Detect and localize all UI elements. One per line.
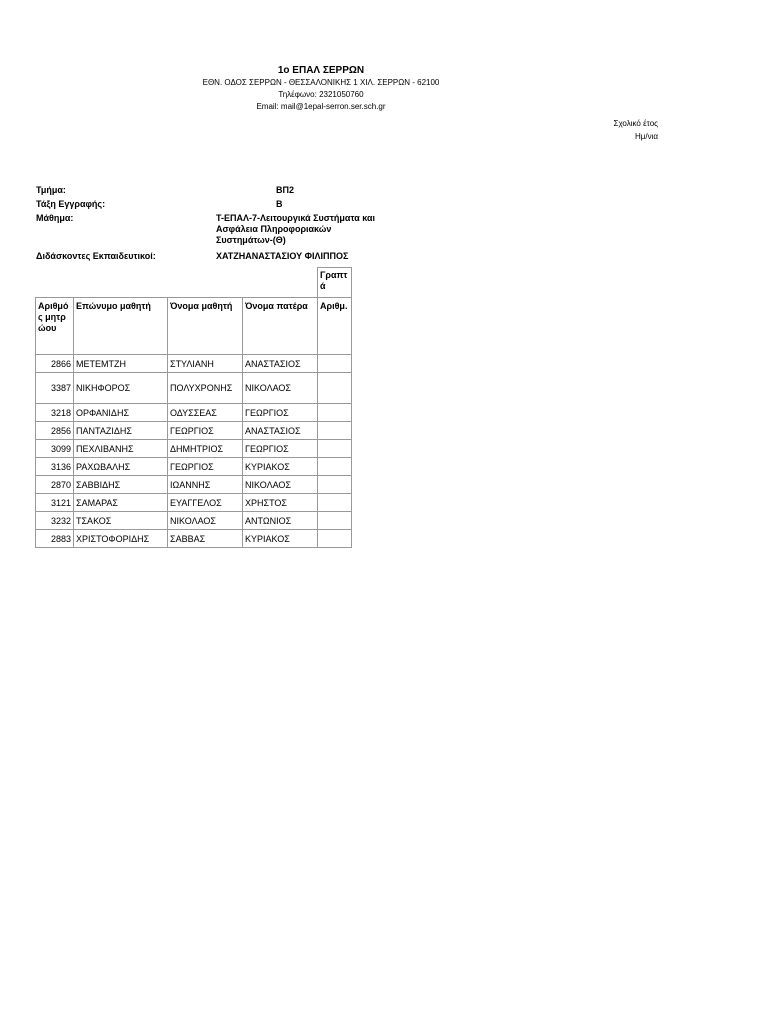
school-header xyxy=(0,64,642,113)
table-row xyxy=(36,355,352,373)
table-row xyxy=(36,422,352,440)
right-info xyxy=(614,117,659,143)
table-header-row xyxy=(36,298,352,355)
course-label: Μάθημα: xyxy=(36,213,74,223)
cell-grade xyxy=(318,458,352,476)
school-email: Email: mail@1epal-serron.ser.sch.gr xyxy=(256,102,386,111)
cell-father: ΧΡΗΣΤΟΣ xyxy=(243,494,318,512)
school-phone: Τηλέφωνο: 2321050760 xyxy=(278,90,364,99)
cell-father: ΚΥΡΙΑΚΟΣ xyxy=(243,458,318,476)
cell-father: ΓΕΩΡΓΙΟΣ xyxy=(243,404,318,422)
cell-father: ΝΙΚΟΛΑΟΣ xyxy=(243,373,318,404)
col-header-am: Αριθμός μητρώου xyxy=(36,298,74,355)
cell-am: 3387 xyxy=(36,373,74,404)
cell-surname: ΠΑΝΤΑΖΙΔΗΣ xyxy=(74,422,168,440)
table-row xyxy=(36,494,352,512)
class-value: ΒΠ2 xyxy=(276,185,295,195)
cell-father: ΑΝΑΣΤΑΣΙΟΣ xyxy=(243,422,318,440)
cell-am: 3136 xyxy=(36,458,74,476)
teachers-label: Διδάσκοντες Εκπαιδευτικοί: xyxy=(36,251,156,261)
cell-am: 2870 xyxy=(36,476,74,494)
table-row xyxy=(36,458,352,476)
cell-father: ΝΙΚΟΛΑΟΣ xyxy=(243,476,318,494)
cell-surname: ΜΕΤΕΜΤΖΗ xyxy=(74,355,168,373)
cell-grade xyxy=(318,355,352,373)
cell-father: ΓΕΩΡΓΙΟΣ xyxy=(243,440,318,458)
cell-grade xyxy=(318,373,352,404)
school-name: 1ο ΕΠΑΛ ΣΕΡΡΩΝ xyxy=(277,65,365,76)
cell-grade xyxy=(318,440,352,458)
table-row xyxy=(36,476,352,494)
col-header-name: Όνομα μαθητή xyxy=(168,298,243,355)
cell-am: 3218 xyxy=(36,404,74,422)
cell-am: 2883 xyxy=(36,530,74,548)
cell-father: ΚΥΡΙΑΚΟΣ xyxy=(243,530,318,548)
table-group-row xyxy=(36,268,352,298)
cell-am: 2856 xyxy=(36,422,74,440)
cell-surname: ΧΡΙΣΤΟΦΟΡΙΔΗΣ xyxy=(74,530,168,548)
cell-name: ΝΙΚΟΛΑΟΣ xyxy=(168,512,243,530)
cell-name: ΙΩΑΝΝΗΣ xyxy=(168,476,243,494)
col-header-grade: Αριθμ. xyxy=(318,298,352,355)
cell-surname: ΠΕΧΛΙΒΑΝΗΣ xyxy=(74,440,168,458)
cell-grade xyxy=(318,512,352,530)
cell-am: 3099 xyxy=(36,440,74,458)
cell-name: ΕΥΑΓΓΕΛΟΣ xyxy=(168,494,243,512)
cell-am: 3232 xyxy=(36,512,74,530)
student-table xyxy=(35,267,352,548)
cell-name: ΓΕΩΡΓΙΟΣ xyxy=(168,422,243,440)
table-row xyxy=(36,530,352,548)
col-header-father: Όνομα πατέρα xyxy=(243,298,318,355)
cell-am: 3121 xyxy=(36,494,74,512)
cell-name: ΠΟΛΥΧΡΟΝΗΣ xyxy=(168,373,243,404)
grade-label: Τάξη Εγγραφής: xyxy=(36,199,106,209)
school-year-label: Σχολικό έτος xyxy=(613,119,658,128)
cell-father: ΑΝΤΩΝΙΟΣ xyxy=(243,512,318,530)
class-label: Τμήμα: xyxy=(36,185,66,195)
cell-grade xyxy=(318,476,352,494)
cell-name: ΣΤΥΛΙΑΝΗ xyxy=(168,355,243,373)
written-group-header: Γραπτά xyxy=(318,268,352,298)
table-row xyxy=(36,404,352,422)
cell-surname: ΝΙΚΗΦΟΡΟΣ xyxy=(74,373,168,404)
date-label: Ημ/νια xyxy=(634,132,658,141)
table-row xyxy=(36,373,352,404)
cell-grade xyxy=(318,422,352,440)
course-value: Τ-ΕΠΑΛ-7-Λειτουργικά Συστήματα και Ασφάλεια Πληροφοριακών Συστημάτων-(Θ) xyxy=(216,213,376,245)
cell-surname: ΣΑΒΒΙΔΗΣ xyxy=(74,476,168,494)
cell-grade xyxy=(318,530,352,548)
cell-surname: ΡΑΧΩΒΑΛΗΣ xyxy=(74,458,168,476)
table-row xyxy=(36,512,352,530)
table-row xyxy=(36,440,352,458)
cell-surname: ΤΣΑΚΟΣ xyxy=(74,512,168,530)
cell-grade xyxy=(318,404,352,422)
cell-father: ΑΝΑΣΤΑΣΙΟΣ xyxy=(243,355,318,373)
cell-surname: ΣΑΜΑΡΑΣ xyxy=(74,494,168,512)
cell-surname: ΟΡΦΑΝΙΔΗΣ xyxy=(74,404,168,422)
cell-grade xyxy=(318,494,352,512)
col-header-surname: Επώνυμο μαθητή xyxy=(74,298,168,355)
grade-value: Β xyxy=(276,199,283,209)
cell-name: ΣΑΒΒΑΣ xyxy=(168,530,243,548)
school-address: ΕΘΝ. ΟΔΟΣ ΣΕΡΡΩΝ - ΘΕΣΣΑΛΟΝΙΚΗΣ 1 ΧΙΛ. ΣΕΡΡΩΝ - 62100 xyxy=(202,78,440,87)
cell-name: ΔΗΜΗΤΡΙΟΣ xyxy=(168,440,243,458)
teachers-value: ΧΑΤΖΗΑΝΑΣΤΑΣΙΟΥ ΦΙΛΙΠΠΟΣ xyxy=(216,251,349,261)
cell-name: ΟΔΥΣΣΕΑΣ xyxy=(168,404,243,422)
cell-name: ΓΕΩΡΓΙΟΣ xyxy=(168,458,243,476)
cell-am: 2866 xyxy=(36,355,74,373)
